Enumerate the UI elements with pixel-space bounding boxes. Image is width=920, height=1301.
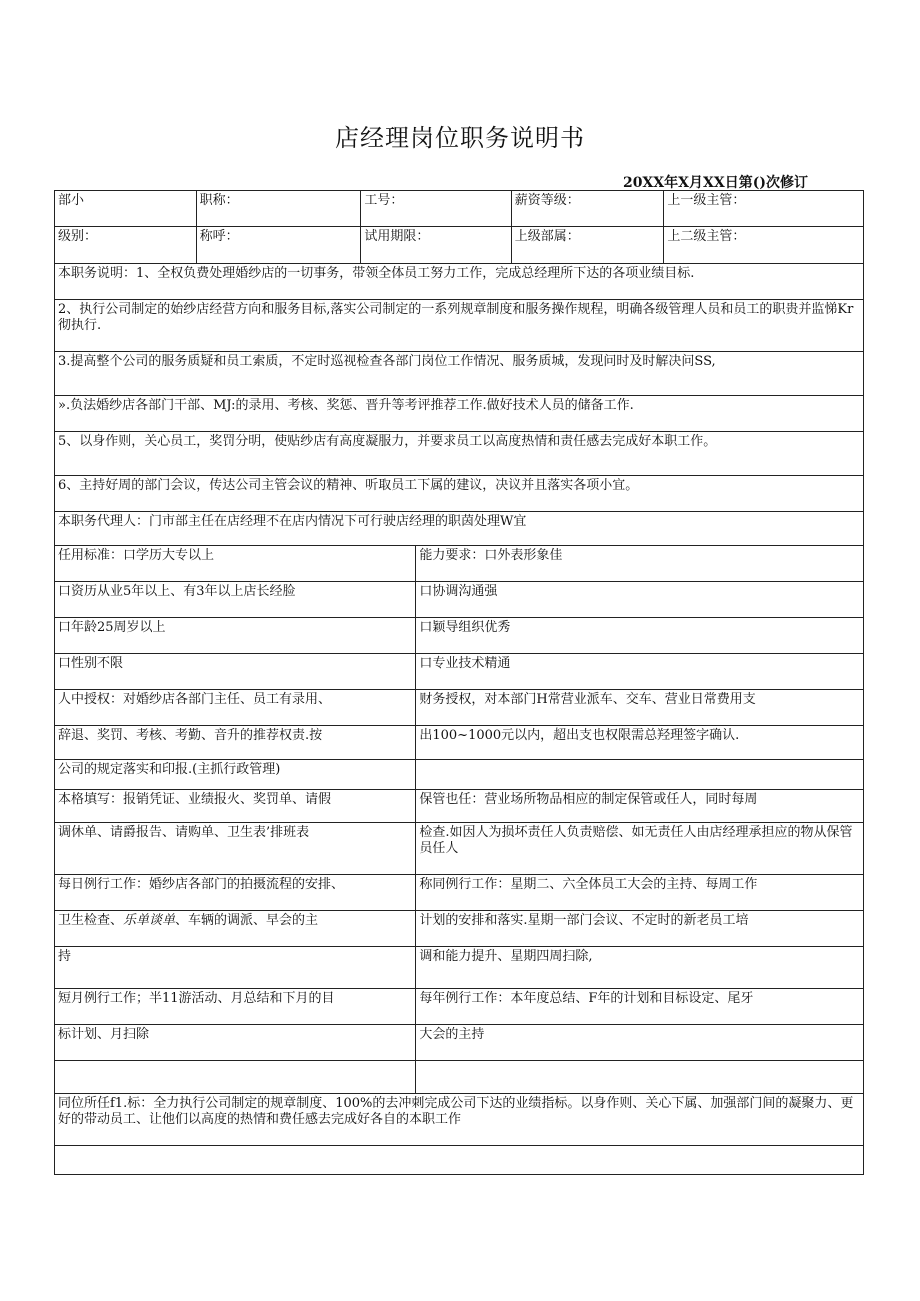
header-row-2 xyxy=(54,226,864,263)
routine-left-part: 卫生检查、 xyxy=(58,913,124,928)
qualification-right: 口协调沟通强 xyxy=(415,582,863,617)
deputy: 本职务代理人：门市部主任在店经理不在店内情况下可行驶店经理的职茵处理W宜 xyxy=(58,514,527,529)
blank-cell xyxy=(55,1146,863,1174)
qualification-left: 口性别不限 xyxy=(58,656,124,671)
position-goal: 同位所任f1.标：全力执行公司制定的规章制度、100%的去冲刺完成公司下达的业绩指标。以身作则、关心下属、加强部门间的凝聚力、更好的带动员工、让他们以高度的热情和费任感去完成好各自的本职工作 xyxy=(58,1096,854,1128)
department-field: 部小 xyxy=(58,193,85,208)
routine-left: 每日例行工作：婚纱店各部门的拍摄流程的安排、 xyxy=(58,877,345,892)
employee-id-field: 工号： xyxy=(360,191,510,226)
qualification-row xyxy=(54,617,864,653)
level-field: 级别： xyxy=(58,229,98,244)
routine-row xyxy=(54,874,864,910)
duty-row xyxy=(54,395,864,431)
duty-1: 本职务说明：1、全权负费处理婚纱店的一切事务，带领全体员工努力工作，完成总经理所下达的各项业绩目标. xyxy=(58,266,695,281)
routine-right: 调和能力提升、星期四周扫除, xyxy=(415,947,863,988)
authority-right: 财务授权，对本部门H常营业派车、交车、营业日常费用支 xyxy=(415,690,863,725)
page-title: 店经理岗位职务说明书 xyxy=(335,124,585,152)
forms-row xyxy=(54,789,864,822)
blank-right xyxy=(415,1061,863,1093)
routine-right: 称同例行工作：星期二、六全体员工大会的主持、每周工作 xyxy=(415,875,863,910)
forms-right: 保管也任：营业场所物品相应的制定保管或任人，同时每周 xyxy=(415,790,863,822)
routine-left xyxy=(55,911,415,946)
routine-row xyxy=(54,988,864,1024)
form-of-address-field: 称呼： xyxy=(196,227,361,263)
probation-field: 试用期限： xyxy=(360,227,510,263)
blank-row xyxy=(54,1145,864,1175)
authority-row xyxy=(54,689,864,725)
routine-right: 计划的安排和落实.星期一部门会议、不定时的新老员工培 xyxy=(415,911,863,946)
routine-left: 持 xyxy=(58,949,72,964)
forms-left: 调休单、请爵报告、请购单、卫生表’排班表 xyxy=(58,825,310,840)
forms-right: 检查.如因人为损坏责任人负责赔偿、如无责任人由店经理承担应的物从保管员任人 xyxy=(415,823,863,874)
authority-left: 人中授权：对婚纱店各部门主任、员工有录用、 xyxy=(58,692,332,707)
authority-row xyxy=(54,725,864,759)
duty-4: ».负法婚纱店各部门干部、MJ:的录用、考核、奖惩、晋升等考评推荐工作.做好技术人员的储备工作. xyxy=(58,398,634,413)
authority-right: 出100~1000元以内，超出支也权限需总羟理签字确认. xyxy=(415,726,863,759)
authority-row xyxy=(54,759,864,789)
routine-row xyxy=(54,1024,864,1060)
job-description-form xyxy=(54,190,864,1175)
authority-left: 辞退、奖罚、考核、考勤、音升的推荐权责.按 xyxy=(58,728,323,743)
forms-left: 本格填写：报销凭证、业绩报火、奖罚单、请假 xyxy=(58,792,332,807)
duty-5: 5、以身作则，关心员工，奖罚分明，使贴纱店有高度凝服力，并要求员工以高度热情和责任感去完成好本职工作。 xyxy=(58,434,717,449)
qualification-row xyxy=(54,653,864,689)
duty-row xyxy=(54,475,864,511)
duty-6: 6、主持好周的部门会议，传达公司主管会议的精神、听取员工下属的建议，决议并且落实各项小宜。 xyxy=(58,478,639,493)
duty-3: 3.提高整个公司的服务质疑和员工索质，不定时巡视检查各部门岗位工作情况、服务质城，发现问时及时解决问SS, xyxy=(58,354,716,369)
routine-left: 标计划、月扫除 xyxy=(58,1027,150,1042)
authority-left: 公司的规定落实和印报.(主抓行政管理) xyxy=(58,762,281,777)
blank-left xyxy=(55,1061,415,1093)
duty-row xyxy=(54,511,864,545)
blank-row xyxy=(54,1060,864,1093)
routine-left: 短月例行工作；半11游活动、月总结和下月的目 xyxy=(58,991,335,1006)
revision-note: 20XX年X月XX日第()次修订 xyxy=(622,175,808,191)
routine-row xyxy=(54,946,864,988)
routine-left-part: 、车辆的调派、早会的主 xyxy=(175,913,319,928)
qualification-row xyxy=(54,545,864,581)
routine-right: 大会的主持 xyxy=(415,1025,863,1060)
routine-right: 每年例行工作：本年度总结、F年的计划和目标设定、尾牙 xyxy=(415,989,863,1024)
supervisor-field: 上一级主管： xyxy=(663,191,863,226)
duty-row xyxy=(54,431,864,475)
subordinate-field: 上级部属： xyxy=(511,227,664,263)
qualification-right: 口专业技术精通 xyxy=(415,654,863,689)
qualification-left: 口资历从业5年以上、有3年以上店长经脸 xyxy=(58,584,296,599)
title-field: 职称： xyxy=(196,191,361,226)
second-supervisor-field: 上二级主管： xyxy=(663,227,863,263)
qualification-right: 口颖导组织优秀 xyxy=(415,618,863,653)
routine-row xyxy=(54,910,864,946)
qualification-right: 能力要求：口外表形象佳 xyxy=(415,546,863,581)
salary-grade-field: 薪资等级： xyxy=(511,191,664,226)
forms-row xyxy=(54,822,864,874)
goal-row xyxy=(54,1093,864,1145)
qualification-left: 任用标准：口学历大专以上 xyxy=(58,548,215,563)
duty-2: 2、执行公司制定的始纱店经营方向和服务目标,落实公司制定的一系列规章制度和服务操作规程，明确各级管理人员和员工的职贵并监悌Kr彻执行. xyxy=(58,302,854,334)
duty-row xyxy=(54,299,864,351)
authority-right xyxy=(415,760,863,789)
duty-row xyxy=(54,263,864,299)
qualification-row xyxy=(54,581,864,617)
routine-left-italic: 乐单谈单 xyxy=(123,913,176,928)
qualification-left: 口年龄25周岁以上 xyxy=(58,620,166,635)
header-row-1 xyxy=(54,190,864,226)
duty-row xyxy=(54,351,864,395)
